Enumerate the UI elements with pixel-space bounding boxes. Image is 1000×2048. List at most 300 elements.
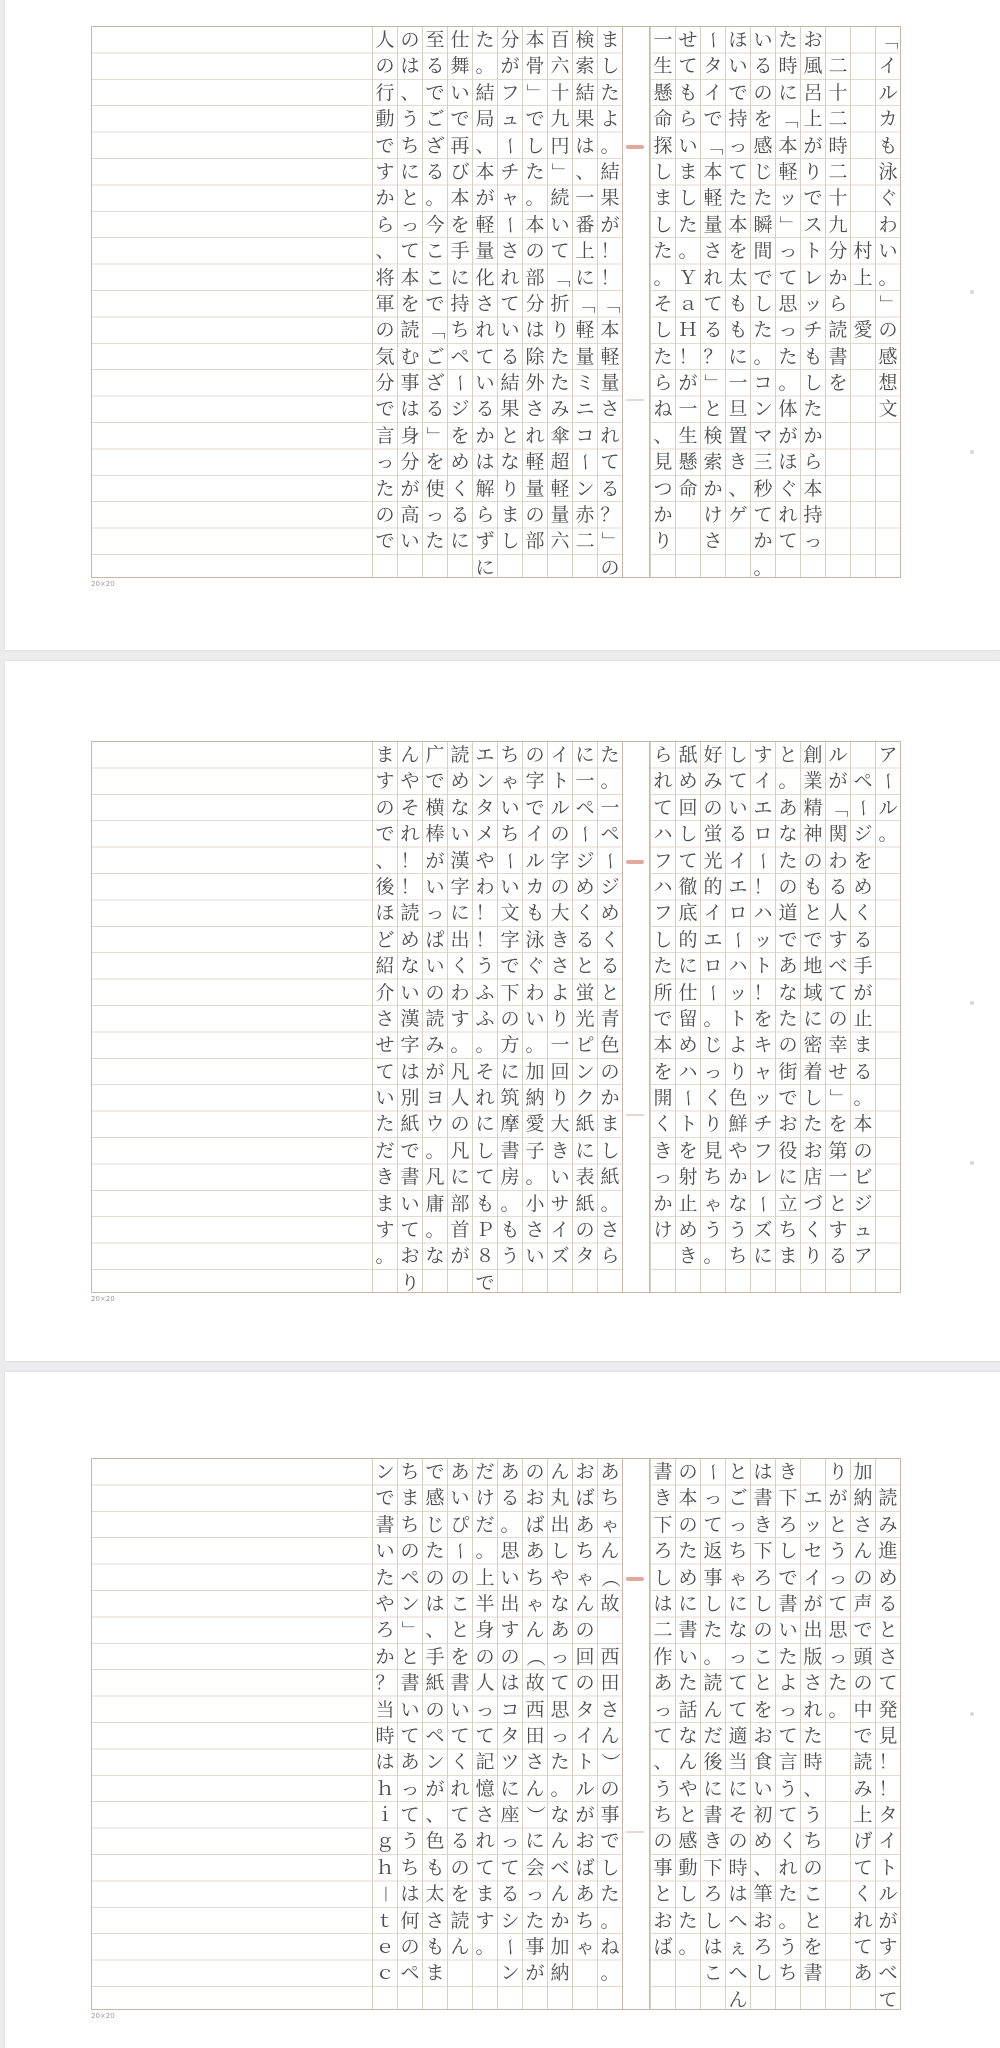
manuscript-character: が bbox=[425, 849, 445, 872]
manuscript-character: た bbox=[778, 1007, 798, 1030]
manuscript-character: る bbox=[728, 823, 748, 846]
manuscript-character: の bbox=[828, 1007, 848, 1030]
manuscript-character: ビ bbox=[853, 1166, 873, 1189]
manuscript-character: で bbox=[778, 928, 798, 951]
manuscript-character: 再 bbox=[450, 134, 470, 157]
manuscript-character: ） bbox=[524, 1805, 547, 1825]
manuscript-character: 分 bbox=[500, 29, 520, 51]
manuscript-character: ち bbox=[400, 1461, 420, 1483]
manuscript-character: が bbox=[475, 187, 495, 210]
manuscript-character: ち bbox=[778, 1962, 798, 1985]
manuscript-character: ん bbox=[525, 1777, 545, 1800]
manuscript-character: あ bbox=[778, 796, 798, 819]
manuscript-character: ｈ bbox=[375, 1777, 395, 1800]
manuscript-character: の bbox=[550, 823, 570, 846]
manuscript-character: と bbox=[878, 1619, 898, 1642]
manuscript-character: 二 bbox=[828, 55, 848, 78]
manuscript-character: 見 bbox=[653, 451, 673, 474]
manuscript-character: ち bbox=[450, 319, 470, 342]
manuscript-character: こ bbox=[703, 1962, 723, 1985]
manuscript-character: で bbox=[400, 1139, 420, 1162]
manuscript-character: 密 bbox=[803, 1034, 823, 1057]
manuscript-character: た bbox=[550, 372, 570, 395]
manuscript-character: ハ bbox=[653, 875, 673, 898]
manuscript-character: ん bbox=[450, 1936, 470, 1959]
manuscript-character: り bbox=[828, 1461, 848, 1483]
manuscript-character: ｇ bbox=[375, 1830, 395, 1853]
manuscript-character: ？ bbox=[600, 504, 620, 527]
manuscript-character: べ bbox=[878, 1962, 898, 1985]
manuscript-character: 上 bbox=[575, 240, 595, 263]
manuscript-character: ご bbox=[425, 108, 445, 131]
manuscript-character: く bbox=[575, 902, 595, 925]
manuscript-character: 紹 bbox=[375, 955, 395, 978]
manuscript-character: 西 bbox=[600, 1645, 620, 1668]
manuscript-character: よ bbox=[550, 981, 570, 1004]
manuscript-character: し bbox=[703, 1592, 723, 1615]
manuscript-character: 「 bbox=[599, 294, 622, 314]
manuscript-character: 」 bbox=[424, 426, 447, 446]
manuscript-character: た bbox=[678, 1540, 698, 1563]
manuscript-character: 。 bbox=[475, 1540, 495, 1563]
manuscript-character: い bbox=[450, 81, 470, 104]
manuscript-character: 、 bbox=[475, 134, 495, 157]
manuscript-character: く bbox=[653, 1113, 673, 1136]
manuscript-column bbox=[522, 742, 547, 1292]
manuscript-character: す bbox=[753, 744, 773, 766]
manuscript-character: と bbox=[678, 1804, 698, 1827]
manuscript-character: で bbox=[803, 187, 823, 210]
manuscript-character: 書 bbox=[778, 1592, 798, 1615]
manuscript-character: で bbox=[525, 108, 545, 131]
manuscript-character: し bbox=[653, 160, 673, 183]
manuscript-character: 。 bbox=[525, 1034, 545, 1057]
manuscript-character: ち bbox=[803, 1830, 823, 1853]
manuscript-character: て bbox=[500, 1856, 520, 1879]
manuscript-character: ８ bbox=[475, 1245, 495, 1268]
manuscript-character: う bbox=[475, 955, 495, 978]
manuscript-character: ハ bbox=[653, 823, 673, 846]
manuscript-character: 域 bbox=[803, 981, 823, 1004]
manuscript-character: だ bbox=[703, 1724, 723, 1747]
manuscript-character: ｉ bbox=[375, 1804, 395, 1827]
manuscript-character: ト bbox=[575, 1751, 595, 1774]
manuscript-character: ー bbox=[499, 136, 522, 156]
manuscript-character: で bbox=[853, 1619, 873, 1642]
manuscript-character: 量 bbox=[703, 213, 723, 236]
manuscript-character: ち bbox=[778, 1219, 798, 1242]
manuscript-character: の bbox=[575, 1219, 595, 1242]
manuscript-character: の bbox=[400, 29, 420, 51]
manuscript-character: ば bbox=[653, 1936, 673, 1959]
manuscript-character: 太 bbox=[425, 1883, 445, 1906]
manuscript-character: わ bbox=[878, 213, 898, 236]
manuscript-character: で bbox=[375, 530, 395, 553]
manuscript-character: し bbox=[678, 823, 698, 846]
manuscript-character: イ bbox=[878, 1830, 898, 1853]
manuscript-character: っ bbox=[828, 1645, 848, 1668]
manuscript-character: 軽 bbox=[778, 160, 798, 183]
manuscript-character: じ bbox=[703, 1034, 723, 1057]
manuscript-character: 果 bbox=[575, 108, 595, 131]
manuscript-character: 愛 bbox=[525, 1113, 545, 1136]
manuscript-character: 。 bbox=[653, 266, 673, 289]
manuscript-character: 秒 bbox=[753, 477, 773, 500]
manuscript-character: 想 bbox=[878, 372, 898, 395]
manuscript-character: イ bbox=[703, 902, 723, 925]
manuscript-character: 本 bbox=[525, 213, 545, 236]
manuscript-character: の bbox=[400, 1936, 420, 1959]
manuscript-character: と bbox=[600, 981, 620, 1004]
manuscript-character: れ bbox=[500, 266, 520, 289]
manuscript-character: っ bbox=[728, 1645, 748, 1668]
manuscript-character: 書 bbox=[500, 1139, 520, 1162]
manuscript-character bbox=[851, 291, 875, 317]
manuscript-character: フ bbox=[500, 81, 520, 104]
manuscript-character: を bbox=[853, 849, 873, 872]
manuscript-character: た bbox=[550, 345, 570, 368]
manuscript-character: め bbox=[753, 1830, 773, 1853]
manuscript-character: 話 bbox=[678, 1698, 698, 1721]
manuscript-character: コ bbox=[753, 372, 773, 395]
manuscript-character: て bbox=[678, 55, 698, 78]
manuscript-column bbox=[800, 27, 825, 577]
manuscript-character: と bbox=[803, 1909, 823, 1932]
manuscript-character: に bbox=[778, 1166, 798, 1189]
manuscript-character: さ bbox=[500, 240, 520, 263]
manuscript-character: ろ bbox=[653, 1540, 673, 1563]
manuscript-character: 思 bbox=[500, 1540, 520, 1563]
manuscript-character: の bbox=[525, 1461, 545, 1483]
manuscript-character: ろ bbox=[778, 1513, 798, 1536]
manuscript-page-1 bbox=[5, 0, 1000, 650]
manuscript-character: が bbox=[450, 1245, 470, 1268]
manuscript-character: 円 bbox=[550, 134, 570, 157]
manuscript-character: 仕 bbox=[450, 29, 470, 51]
manuscript-character: 好 bbox=[703, 744, 723, 766]
manuscript-character: 紙 bbox=[575, 1113, 595, 1136]
manuscript-character: ア bbox=[878, 744, 898, 766]
manuscript-character: り bbox=[400, 1271, 420, 1294]
manuscript-character: て bbox=[703, 1513, 723, 1536]
manuscript-character: 小 bbox=[525, 1192, 545, 1215]
manuscript-character: と bbox=[400, 187, 420, 210]
manuscript-character: や bbox=[678, 1777, 698, 1800]
manuscript-character: 懸 bbox=[678, 451, 698, 474]
manuscript-character: さ bbox=[803, 1672, 823, 1695]
manuscript-character: 大 bbox=[550, 1113, 570, 1136]
manuscript-character: た bbox=[653, 240, 673, 263]
manuscript-character: 加 bbox=[550, 1936, 570, 1959]
manuscript-character: み bbox=[853, 1777, 873, 1800]
manuscript-character: や bbox=[728, 1139, 748, 1162]
manuscript-column bbox=[725, 1459, 750, 2009]
manuscript-column bbox=[675, 1459, 700, 2009]
manuscript-character: て bbox=[828, 1592, 848, 1615]
manuscript-character: っ bbox=[550, 1645, 570, 1668]
manuscript-character: ー bbox=[499, 215, 522, 235]
manuscript-character: ー bbox=[752, 1194, 775, 1214]
manuscript-character: を bbox=[425, 451, 445, 474]
manuscript-character: 筆 bbox=[753, 1883, 773, 1906]
manuscript-character: か bbox=[803, 424, 823, 447]
manuscript-character: こ bbox=[803, 1883, 823, 1906]
manuscript-character: や bbox=[550, 1566, 570, 1589]
manuscript-character: 」 bbox=[524, 83, 547, 103]
manuscript-character: の bbox=[550, 875, 570, 898]
manuscript-character: ー bbox=[677, 1088, 700, 1108]
manuscript-character: ー bbox=[702, 983, 725, 1003]
manuscript-character: 止 bbox=[678, 1192, 698, 1215]
manuscript-character: で bbox=[425, 81, 445, 104]
manuscript-character: の bbox=[600, 1060, 620, 1083]
manuscript-character: ｃ bbox=[375, 1962, 395, 1985]
manuscript-character: ん bbox=[550, 1461, 570, 1483]
manuscript-character: と bbox=[828, 1513, 848, 1536]
manuscript-character: ず bbox=[475, 530, 495, 553]
manuscript-character: ル bbox=[878, 1883, 898, 1906]
manuscript-character: 思 bbox=[778, 292, 798, 315]
manuscript-character: 果 bbox=[500, 398, 520, 421]
manuscript-character: た bbox=[803, 1724, 823, 1747]
manuscript-column bbox=[522, 27, 547, 577]
manuscript-character: 使 bbox=[425, 477, 445, 500]
manuscript-character: ゃ bbox=[500, 770, 520, 793]
manuscript-character: へ bbox=[728, 1962, 748, 1985]
manuscript-character: ど bbox=[375, 928, 395, 951]
manuscript-character: わ bbox=[828, 849, 848, 872]
manuscript-character: 。 bbox=[475, 55, 495, 78]
manuscript-column bbox=[850, 1459, 875, 2009]
manuscript-character: か bbox=[375, 1645, 395, 1668]
manuscript-character: ら bbox=[375, 213, 395, 236]
manuscript-character: 地 bbox=[803, 955, 823, 978]
manuscript-character: レ bbox=[753, 1166, 773, 1189]
manuscript-character: て bbox=[778, 266, 798, 289]
manuscript-character: づ bbox=[803, 1192, 823, 1215]
manuscript-column bbox=[650, 27, 675, 577]
manuscript-character: 。 bbox=[778, 1909, 798, 1932]
manuscript-character: ミ bbox=[575, 372, 595, 395]
manuscript-character: で bbox=[703, 108, 723, 131]
manuscript-character: 本 bbox=[475, 160, 495, 183]
manuscript-character: の bbox=[475, 1645, 495, 1668]
manuscript-character: ン bbox=[375, 1461, 395, 1483]
manuscript-character: さ bbox=[878, 1645, 898, 1668]
manuscript-character: ト bbox=[878, 1856, 898, 1879]
manuscript-character: 一 bbox=[828, 1166, 848, 1189]
manuscript-character: 創 bbox=[803, 744, 823, 766]
manuscript-character: す bbox=[828, 1219, 848, 1242]
manuscript-character: の bbox=[525, 744, 545, 766]
manuscript-character: レ bbox=[803, 266, 823, 289]
manuscript-column bbox=[497, 742, 522, 1292]
manuscript-character: せ bbox=[375, 1034, 395, 1057]
manuscript-character: 的 bbox=[678, 928, 698, 951]
manuscript-character: て bbox=[500, 292, 520, 315]
manuscript-character: に bbox=[575, 266, 595, 289]
manuscript-character: る bbox=[500, 1487, 520, 1510]
manuscript-character: 。 bbox=[678, 1936, 698, 1959]
manuscript-character: っ bbox=[703, 1487, 723, 1510]
manuscript-character: と bbox=[728, 1461, 748, 1483]
manuscript-column bbox=[372, 1459, 397, 2009]
manuscript-character: さ bbox=[475, 1804, 495, 1827]
manuscript-character: う bbox=[400, 108, 420, 131]
manuscript-character: あ bbox=[853, 1962, 873, 1985]
manuscript-character: 文 bbox=[500, 902, 520, 925]
manuscript-character: ぐ bbox=[525, 955, 545, 978]
manuscript-character: も bbox=[803, 345, 823, 368]
manuscript-column bbox=[750, 1459, 775, 2009]
manuscript-character: の bbox=[525, 504, 545, 527]
manuscript-character: し bbox=[600, 1856, 620, 1879]
manuscript-character: も bbox=[728, 292, 748, 315]
manuscript-character: な bbox=[678, 1724, 698, 1747]
manuscript-character: イ bbox=[703, 81, 723, 104]
manuscript-character: の bbox=[778, 875, 798, 898]
manuscript-character: ル bbox=[828, 744, 848, 766]
manuscript-character: 出 bbox=[450, 928, 470, 951]
manuscript-character: お bbox=[753, 1909, 773, 1932]
manuscript-character: め bbox=[678, 770, 698, 793]
manuscript-character: ズ bbox=[550, 1245, 570, 1268]
manuscript-character: め bbox=[575, 875, 595, 898]
manuscript-character: て bbox=[475, 1856, 495, 1879]
manuscript-character: が bbox=[600, 213, 620, 236]
manuscript-character: 上 bbox=[853, 266, 873, 289]
manuscript-character: チ bbox=[803, 319, 823, 342]
manuscript-character: 回 bbox=[550, 1060, 570, 1083]
manuscript-character: 化 bbox=[475, 266, 495, 289]
manuscript-character: 一 bbox=[653, 29, 673, 51]
manuscript-character: 「 bbox=[877, 30, 900, 50]
manuscript-character: 軍 bbox=[375, 292, 395, 315]
manuscript-character: 役 bbox=[778, 1139, 798, 1162]
manuscript-character: 」 bbox=[827, 1088, 850, 1108]
manuscript-character: も bbox=[525, 902, 545, 925]
manuscript-character: 発 bbox=[878, 1698, 898, 1721]
fold-mark bbox=[626, 1114, 644, 1116]
manuscript-character: 留 bbox=[678, 1007, 698, 1030]
manuscript-character: く bbox=[450, 477, 470, 500]
manuscript-page-3 bbox=[5, 1372, 1000, 2048]
manuscript-character: も bbox=[425, 1856, 445, 1879]
manuscript-character: 声 bbox=[853, 1592, 873, 1615]
manuscript-character: ま bbox=[475, 1883, 495, 1906]
manuscript-character: ジ bbox=[575, 849, 595, 872]
manuscript-character: ス bbox=[803, 213, 823, 236]
manuscript-character: い bbox=[400, 1192, 420, 1215]
manuscript-character: な bbox=[400, 955, 420, 978]
manuscript-character: 書 bbox=[653, 1461, 673, 1483]
manuscript-character: に bbox=[678, 1592, 698, 1615]
manuscript-character: よ bbox=[778, 1672, 798, 1695]
manuscript-character: の bbox=[575, 1672, 595, 1695]
manuscript-character: め bbox=[678, 1219, 698, 1242]
manuscript-character: こ bbox=[450, 1592, 470, 1615]
manuscript-character: し bbox=[600, 1139, 620, 1162]
manuscript-character bbox=[876, 1459, 900, 1485]
manuscript-character: で bbox=[778, 1566, 798, 1589]
manuscript-character: あ bbox=[600, 1461, 620, 1483]
manuscript-character: こ bbox=[425, 266, 445, 289]
manuscript-column bbox=[497, 27, 522, 577]
manuscript-column bbox=[825, 1459, 850, 2009]
manuscript-character: れ bbox=[600, 424, 620, 447]
manuscript-character: 高 bbox=[400, 504, 420, 527]
manuscript-character: な bbox=[728, 1192, 748, 1215]
manuscript-character: の bbox=[853, 1139, 873, 1162]
manuscript-character: い bbox=[878, 240, 898, 263]
manuscript-character: カ bbox=[525, 875, 545, 898]
manuscript-character: ト bbox=[728, 1007, 748, 1030]
manuscript-character: 「 bbox=[574, 294, 597, 314]
manuscript-character: 人 bbox=[450, 1087, 470, 1110]
manuscript-character: と bbox=[400, 1645, 420, 1668]
manuscript-character: 。 bbox=[878, 266, 898, 289]
manuscript-character: の bbox=[853, 1566, 873, 1589]
manuscript-character: 出 bbox=[803, 1619, 823, 1642]
manuscript-column bbox=[650, 1459, 675, 2009]
manuscript-character: は bbox=[753, 1461, 773, 1483]
manuscript-column bbox=[572, 742, 597, 1292]
manuscript-character: れ bbox=[400, 823, 420, 846]
manuscript-character: っ bbox=[778, 240, 798, 263]
manuscript-character: が bbox=[803, 1592, 823, 1615]
manuscript-character: 身 bbox=[475, 1619, 495, 1642]
manuscript-character: 幸 bbox=[828, 1034, 848, 1057]
manuscript-character: ル bbox=[550, 796, 570, 819]
manuscript-character: と bbox=[828, 1192, 848, 1215]
manuscript-character: で bbox=[450, 108, 470, 131]
manuscript-character: て bbox=[400, 1219, 420, 1242]
manuscript-character: ゃ bbox=[728, 1566, 748, 1589]
manuscript-character: れ bbox=[853, 1909, 873, 1932]
manuscript-character: 舞 bbox=[450, 55, 470, 78]
manuscript-character: も bbox=[878, 134, 898, 157]
manuscript-character: イ bbox=[728, 849, 748, 872]
fold-mark bbox=[626, 145, 644, 149]
manuscript-character: に bbox=[500, 1777, 520, 1800]
manuscript-character: 果 bbox=[600, 187, 620, 210]
manuscript-character: し bbox=[778, 1540, 798, 1563]
manuscript-character: 庸 bbox=[425, 1192, 445, 1215]
manuscript-character: る bbox=[450, 1830, 470, 1853]
manuscript-character: 分 bbox=[828, 240, 848, 263]
manuscript-character: 読 bbox=[878, 1487, 898, 1510]
manuscript-character: か bbox=[653, 504, 673, 527]
manuscript-character: て bbox=[728, 160, 748, 183]
manuscript-character: ろ bbox=[753, 1566, 773, 1589]
manuscript-character: た bbox=[653, 955, 673, 978]
manuscript-character: が bbox=[425, 1777, 445, 1800]
manuscript-character: 本 bbox=[450, 187, 470, 210]
manuscript-character: た bbox=[778, 849, 798, 872]
manuscript-character: 」 bbox=[877, 294, 900, 314]
manuscript-character: と bbox=[575, 955, 595, 978]
manuscript-character: 店 bbox=[803, 1166, 823, 1189]
manuscript-character: 字 bbox=[525, 770, 545, 793]
manuscript-character: の bbox=[375, 55, 395, 78]
manuscript-character: 軽 bbox=[475, 213, 495, 236]
manuscript-character: め bbox=[878, 1566, 898, 1589]
manuscript-character: 風 bbox=[803, 55, 823, 78]
manuscript-character: に bbox=[450, 1166, 470, 1189]
manuscript-character: い bbox=[500, 319, 520, 342]
manuscript-character: 動 bbox=[678, 1856, 698, 1879]
manuscript-character: す bbox=[475, 1909, 495, 1932]
